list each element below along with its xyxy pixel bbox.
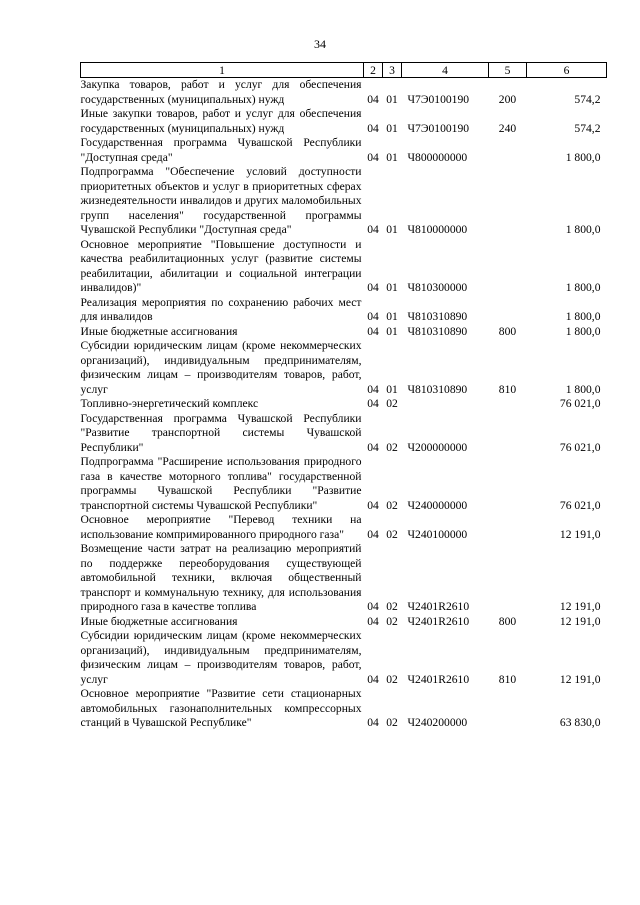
row-amount: 63 830,0 — [559, 716, 601, 729]
row-amount: 12 191,0 — [559, 672, 601, 686]
row-section-code: 04 — [367, 324, 379, 338]
row-description: Иные бюджетные ассигнования — [80, 324, 238, 338]
row-description: Возмещение части затрат на реализацию мероприятий по поддержке переоборудования существующей автомобильной техники, включая общественный транспорт и коммунальную технику, для использования природного газа в качестве топлива — [80, 542, 362, 613]
row-section-code: 04 — [367, 92, 379, 106]
row-expense-type — [489, 455, 527, 513]
row-description: Закупка товаров, работ и услуг для обеспечения государственных (муниципальных) нужд — [80, 78, 362, 106]
row-target-article: Ч7Э0100190 — [407, 92, 470, 106]
row-subsection-code: 01 — [386, 223, 398, 236]
row-amount: 1 800,0 — [565, 310, 601, 323]
row-expense-type: 810 — [498, 382, 517, 396]
row-amount: 1 800,0 — [565, 324, 601, 338]
row-expense-type — [489, 513, 527, 542]
table-row — [81, 136, 607, 165]
column-header-6: 6 — [527, 63, 607, 78]
row-description: Государственная программа Чувашской Республики "Доступная среда" — [80, 136, 362, 164]
row-expense-type: 800 — [498, 324, 517, 338]
table-row — [81, 397, 607, 412]
column-header-4: 4 — [402, 63, 489, 78]
row-expense-type — [489, 542, 527, 615]
row-amount: 574,2 — [574, 92, 601, 106]
row-description: Подпрограмма "Расширение использования природного газа в качестве моторного топлива" государственной программы Чувашской Республики "Развитие транспортной системы Чувашской Республики" — [80, 455, 362, 512]
row-subsection-code: 02 — [386, 498, 398, 512]
row-subsection-code: 02 — [386, 672, 398, 686]
row-expense-type — [489, 296, 527, 325]
table-row — [81, 107, 607, 136]
row-target-article: Ч800000000 — [407, 150, 468, 164]
table-row — [81, 455, 607, 513]
row-section-code: 04 — [367, 382, 379, 396]
row-target-article: Ч810310890 — [407, 382, 468, 396]
row-target-article: Ч240200000 — [407, 716, 468, 729]
table-row — [81, 238, 607, 296]
row-description: Топливно-энергетический комплекс — [80, 397, 259, 410]
row-description: Основное мероприятие "Перевод техники на использование компримированного природного газа" — [80, 513, 362, 541]
row-section-code: 04 — [367, 498, 379, 512]
column-header-3: 3 — [383, 63, 402, 78]
budget-table — [80, 62, 607, 731]
table-row — [81, 687, 607, 731]
row-expense-type — [489, 165, 527, 238]
row-target-article: Ч2401R2610 — [407, 600, 470, 613]
row-target-article: Ч2401R2610 — [407, 672, 470, 686]
table-row — [81, 78, 607, 108]
table-row — [81, 296, 607, 325]
row-subsection-code: 02 — [386, 600, 398, 613]
row-expense-type — [489, 412, 527, 456]
row-subsection-code: 01 — [386, 150, 398, 164]
row-amount: 1 800,0 — [565, 223, 601, 236]
row-section-code: 04 — [367, 281, 379, 294]
row-target-article — [402, 397, 489, 412]
column-header-5: 5 — [489, 63, 527, 78]
table-row — [81, 615, 607, 630]
row-description: Основное мероприятие "Развитие сети стационарных автомобильных газонаполнительных компрессорных станций в Чувашской Республике" — [80, 687, 362, 729]
row-section-code: 04 — [367, 614, 379, 628]
table-row — [81, 542, 607, 615]
row-target-article: Ч7Э0100190 — [407, 121, 470, 135]
row-amount: 76 021,0 — [559, 440, 601, 454]
row-subsection-code: 01 — [386, 281, 398, 294]
row-expense-type — [489, 687, 527, 731]
row-amount: 574,2 — [574, 121, 601, 135]
row-amount: 1 800,0 — [565, 281, 601, 294]
row-target-article: Ч2401R2610 — [407, 614, 470, 628]
row-subsection-code: 02 — [386, 397, 398, 410]
row-section-code: 04 — [367, 121, 379, 135]
row-section-code: 04 — [367, 223, 379, 236]
row-section-code: 04 — [367, 150, 379, 164]
row-section-code: 04 — [367, 310, 379, 323]
row-expense-type: 200 — [498, 92, 517, 106]
row-amount: 12 191,0 — [559, 614, 601, 628]
row-section-code: 04 — [367, 527, 379, 541]
page-number: 34 — [314, 37, 326, 51]
row-description: Подпрограмма "Обеспечение условий доступности приоритетных объектов и услуг в приоритетных сферах жизнедеятельности инвалидов и других маломобильных групп населения" государственной программы Чувашской Республики "Доступная среда" — [80, 165, 362, 236]
row-subsection-code: 02 — [386, 527, 398, 541]
table-body — [81, 78, 607, 731]
row-target-article: Ч810310890 — [407, 310, 468, 323]
row-subsection-code: 01 — [386, 324, 398, 338]
row-amount: 12 191,0 — [559, 600, 601, 613]
row-description: Субсидии юридическим лицам (кроме некоммерческих организаций), индивидуальным предпринимателям, физическим лицам – производителям товаров, работ, услуг — [80, 339, 362, 396]
table-row — [81, 513, 607, 542]
row-section-code: 04 — [367, 716, 379, 729]
row-amount: 76 021,0 — [559, 498, 601, 512]
row-expense-type: 810 — [498, 672, 517, 686]
row-expense-type — [489, 136, 527, 165]
row-target-article: Ч200000000 — [407, 440, 468, 454]
row-subsection-code: 01 — [386, 382, 398, 396]
table-row — [81, 339, 607, 397]
row-subsection-code: 02 — [386, 614, 398, 628]
row-subsection-code: 02 — [386, 716, 398, 729]
row-target-article: Ч810310890 — [407, 324, 468, 338]
table-row — [81, 165, 607, 238]
row-amount: 1 800,0 — [565, 150, 601, 164]
row-section-code: 04 — [367, 672, 379, 686]
row-description: Субсидии юридическим лицам (кроме некоммерческих организаций), индивидуальным предпринимателям, физическим лицам – производителям товаров, работ, услуг — [80, 629, 362, 686]
table-row — [81, 629, 607, 687]
table-row — [81, 412, 607, 456]
row-section-code: 04 — [367, 397, 379, 410]
row-target-article: Ч240000000 — [407, 498, 468, 512]
row-amount: 12 191,0 — [559, 527, 601, 541]
column-header-2: 2 — [364, 63, 383, 78]
table-header — [81, 63, 607, 78]
row-description: Основное мероприятие "Повышение доступности и качества реабилитационных услуг (развитие системы реабилитации, абилитации и социальной интеграции инвалидов)" — [80, 237, 362, 294]
row-amount: 1 800,0 — [565, 382, 601, 396]
row-subsection-code: 01 — [386, 92, 398, 106]
row-section-code: 04 — [367, 440, 379, 454]
row-subsection-code: 02 — [386, 440, 398, 454]
row-expense-type — [489, 238, 527, 296]
row-amount: 76 021,0 — [559, 397, 601, 410]
column-header-1: 1 — [81, 63, 364, 78]
row-section-code: 04 — [367, 600, 379, 613]
row-target-article: Ч240100000 — [407, 527, 468, 541]
row-target-article: Ч810000000 — [407, 223, 468, 236]
row-description: Иные закупки товаров, работ и услуг для обеспечения государственных (муниципальных) нужд — [80, 107, 362, 135]
row-subsection-code: 01 — [386, 121, 398, 135]
row-description: Реализация мероприятия по сохранению рабочих мест для инвалидов — [80, 295, 362, 323]
row-subsection-code: 01 — [386, 310, 398, 323]
row-description: Государственная программа Чувашской Республики "Развитие транспортной системы Чувашской Республики" — [80, 411, 362, 454]
row-expense-type — [489, 397, 527, 412]
row-expense-type: 800 — [498, 614, 517, 628]
row-target-article: Ч810300000 — [407, 281, 468, 294]
row-expense-type: 240 — [498, 121, 517, 135]
row-description: Иные бюджетные ассигнования — [80, 614, 238, 628]
table-row — [81, 325, 607, 340]
